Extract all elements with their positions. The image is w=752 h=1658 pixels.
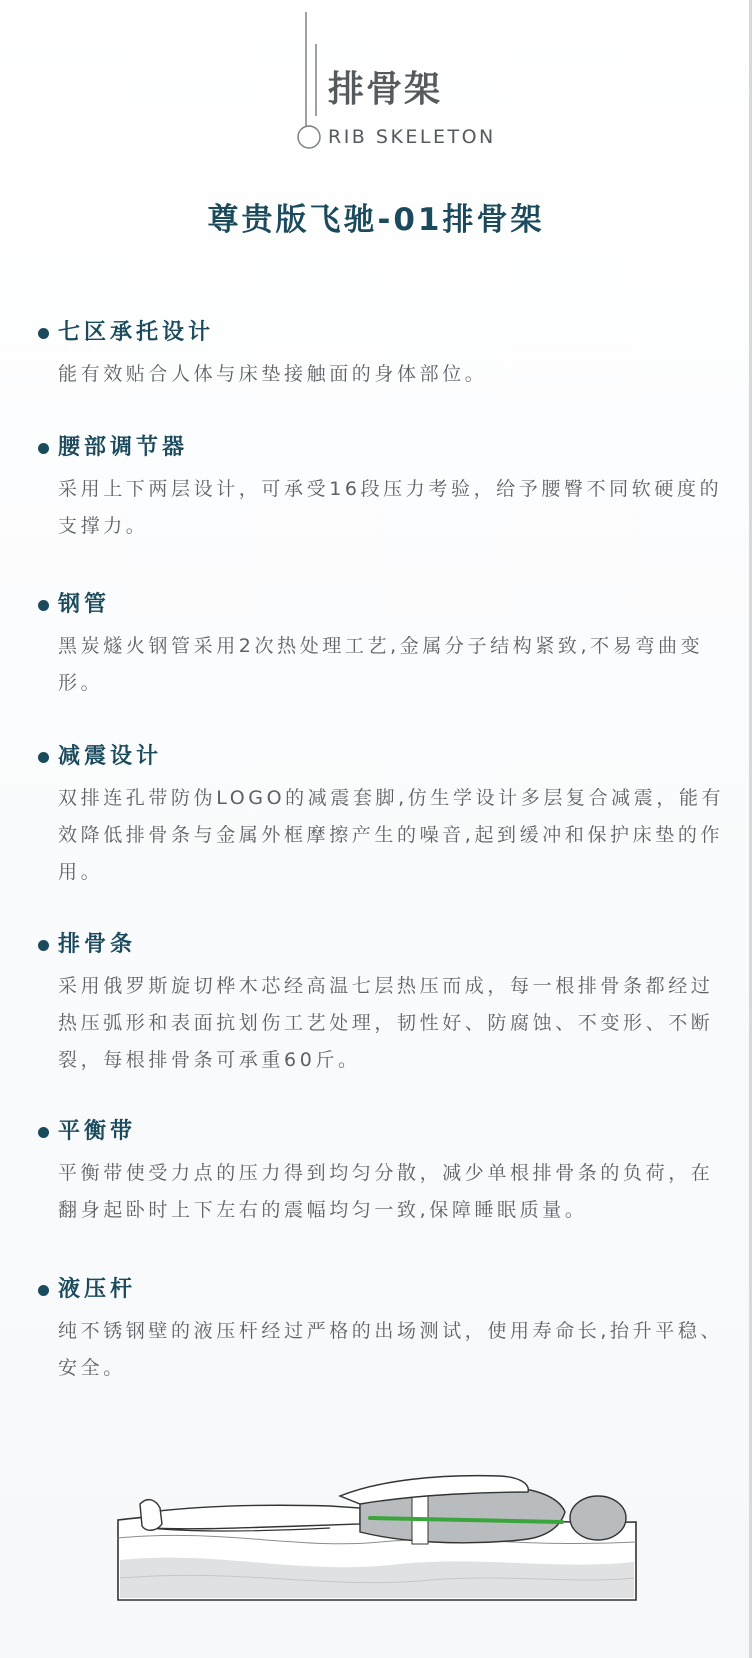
section-title: 排骨架 (328, 69, 443, 110)
feature-description: 能有效贴合人体与床垫接触面的身体部位。 (58, 363, 488, 385)
bullet-dot-icon (38, 443, 49, 454)
feature-title-text: 减震设计 (58, 744, 163, 769)
feature-lumbar-adjuster (38, 433, 728, 545)
feature-title (38, 742, 728, 772)
person-on-mattress-icon (0, 1400, 752, 1620)
feature-seven-zone (38, 318, 728, 393)
feature-title (38, 590, 728, 620)
feature-description: 采用俄罗斯旋切桦木芯经高温七层热压而成，每一根排骨条都经过热压弧形和表面抗划伤工艺处理，韧性好、防腐蚀、不变形、不断裂，每根排骨条可承重60斤。 (58, 975, 714, 1071)
feature-title (38, 433, 728, 463)
feature-title (38, 1117, 728, 1147)
feature-balance-strap (38, 1117, 728, 1229)
bullet-dot-icon (38, 600, 49, 611)
bullet-dot-icon (38, 1127, 49, 1138)
feature-title-text: 腰部调节器 (58, 435, 189, 460)
feature-steel-tube (38, 590, 728, 702)
feature-description: 黑炭燧火钢管采用2次热处理工艺,金属分子结构紧致,不易弯曲变形。 (58, 635, 704, 694)
feature-description: 双排连孔带防伪LOGO的减震套脚,仿生学设计多层复合减震，能有效降低排骨条与金属外框摩擦产生的噪音,起到缓冲和保护床垫的作用。 (58, 787, 725, 883)
bullet-dot-icon (38, 328, 49, 339)
feature-title (38, 1275, 728, 1305)
section-subtitle: RIB SKELETON (328, 126, 496, 148)
bullet-dot-icon (38, 1285, 49, 1296)
product-title: 尊贵版飞驰-01排骨架 (207, 202, 545, 238)
feature-description: 纯不锈钢壁的液压杆经过严格的出场测试，使用寿命长,抬升平稳、安全。 (58, 1320, 724, 1379)
bullet-dot-icon (38, 752, 49, 763)
feature-title-text: 平衡带 (58, 1119, 137, 1144)
feature-title-text: 七区承托设计 (58, 320, 215, 345)
feature-slats (38, 930, 728, 1079)
feature-title-text: 钢管 (58, 592, 111, 617)
feature-description: 平衡带使受力点的压力得到均匀分散，减少单根排骨条的负荷，在翻身起卧时上下左右的震幅均匀一致,保障睡眠质量。 (58, 1162, 714, 1221)
feature-shock-absorption (38, 742, 728, 891)
feature-title-text: 液压杆 (58, 1277, 137, 1302)
bullet-dot-icon (38, 940, 49, 951)
feature-title (38, 318, 728, 348)
feature-description: 采用上下两层设计，可承受16段压力考验，给予腰臀不同软硬度的支撑力。 (58, 478, 723, 537)
feature-title-text: 排骨条 (58, 932, 137, 957)
feature-hydraulic-rod (38, 1275, 728, 1387)
feature-title (38, 930, 728, 960)
